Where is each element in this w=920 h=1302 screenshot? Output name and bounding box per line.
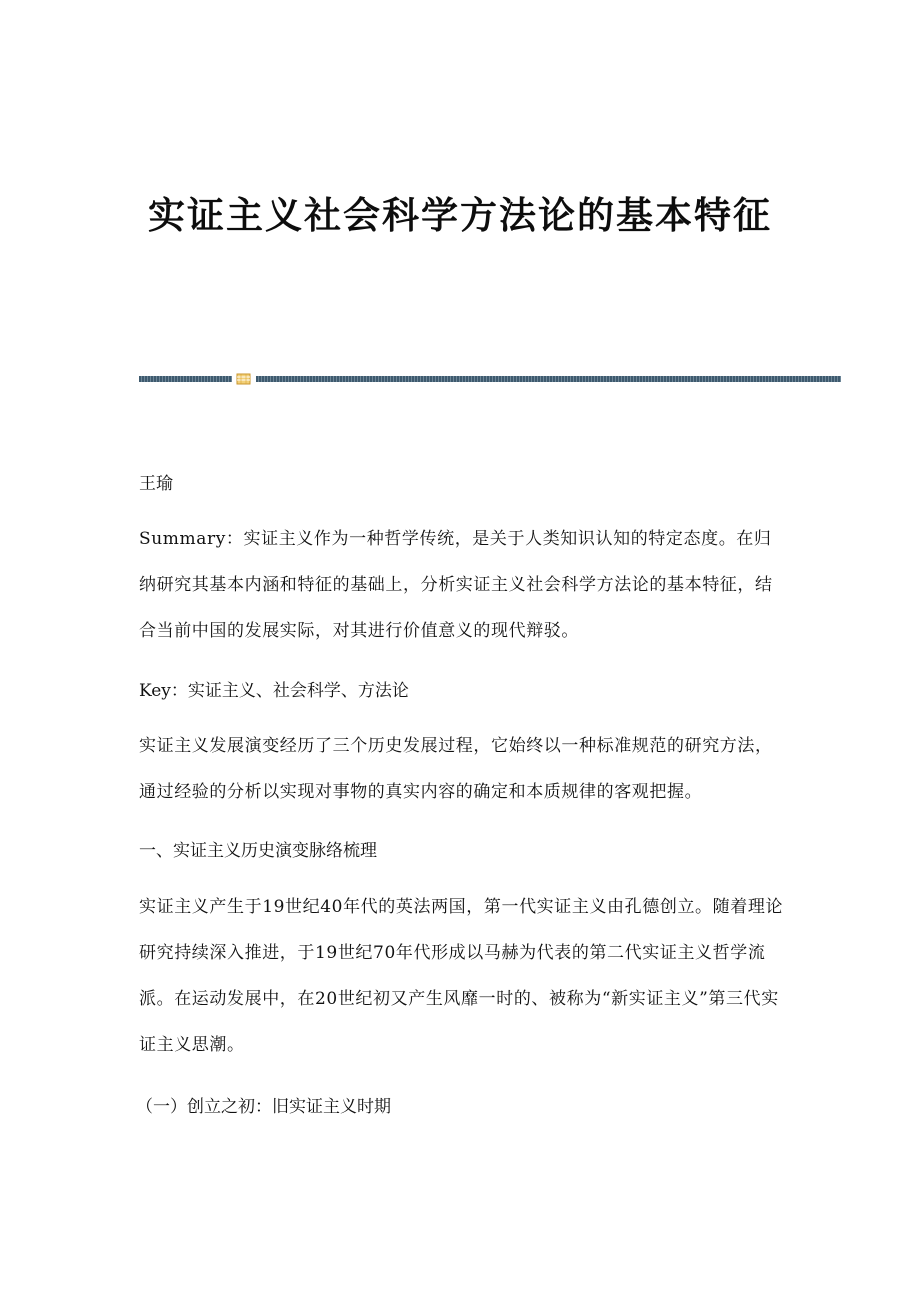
section-paragraph: 实证主义产生于19世纪40年代的英法两国，第一代实证主义由孔德创立。随着理论研究持续深入推进，于19世纪70年代形成以马赫为代表的第二代实证主义哲学流派。在运动发展中，在20世纪初又产生风靡一时的、被称为“新实证主义”第三代实证主义思潮。 (139, 897, 784, 1055)
section-heading: 一、实证主义历史演变脉络梳理 (139, 841, 377, 861)
author-name: 王瑜 (139, 474, 173, 494)
keywords-line (139, 668, 789, 714)
summary-text: ：实证主义作为一种哲学传统，是关于人类知识认知的特定态度。在归纳研究其基本内涵和特征的基础上，分析实证主义社会科学方法论的基本特征，结合当前中国的发展实际，对其进行价值意义的现代辩驳。 (139, 529, 773, 641)
summary-paragraph (139, 516, 784, 654)
title-divider (139, 373, 841, 385)
document-title: 实证主义社会科学方法论的基本特征 (148, 193, 772, 237)
subsection-heading: （一）创立之初：旧实证主义时期 (136, 1097, 391, 1117)
divider-bar-right (256, 376, 841, 382)
key-label: Key (139, 681, 171, 701)
divider-bar-left (139, 376, 232, 382)
divider-ornament-icon (236, 373, 251, 385)
intro-paragraph: 实证主义发展演变经历了三个历史发展过程，它始终以一种标准规范的研究方法，通过经验的分析以实现对事物的真实内容的确定和本质规律的客观把握。 (139, 736, 773, 802)
summary-label: Summary (139, 529, 226, 549)
key-text: ：实证主义、社会科学、方法论 (170, 681, 409, 701)
